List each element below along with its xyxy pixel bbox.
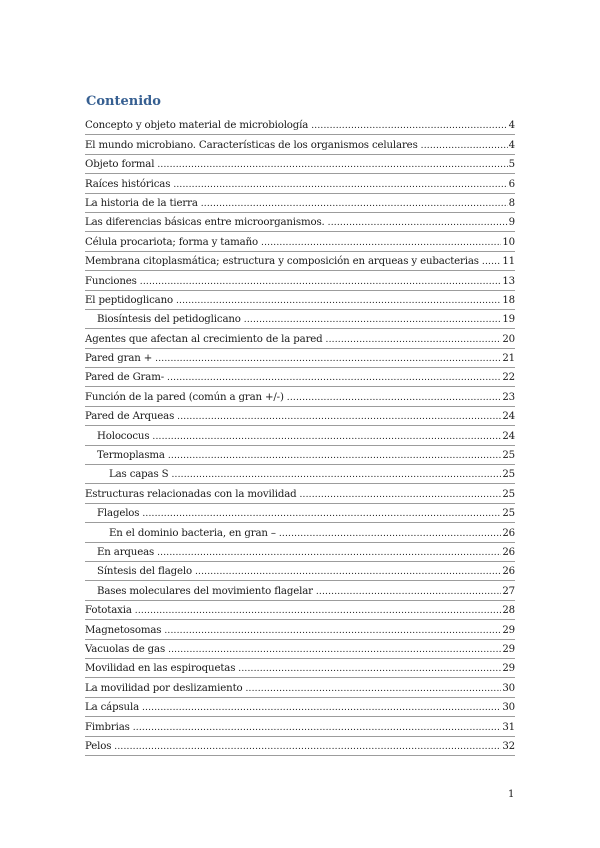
- toc-entry[interactable]: [85, 291, 515, 310]
- toc-entry[interactable]: [85, 232, 515, 251]
- toc-entry-page: 21: [502, 353, 515, 365]
- toc-entry[interactable]: [85, 698, 515, 717]
- toc-entry-title: Funciones: [85, 275, 137, 287]
- toc-entry-page: 6: [508, 178, 515, 190]
- toc-dot-leader: [421, 140, 508, 152]
- toc-dot-leader: [287, 392, 502, 404]
- toc-dot-leader: [326, 334, 502, 346]
- toc-entry[interactable]: [85, 135, 515, 154]
- toc-entry-title: Estructuras relacionadas con la movilidad: [85, 488, 297, 500]
- toc-entry-page: 4: [508, 139, 515, 151]
- toc-entry[interactable]: [85, 484, 515, 503]
- toc-dot-leader: [299, 489, 501, 501]
- toc-entry-page: 10: [502, 236, 515, 248]
- toc-entry-title: Las diferencias básicas entre microorganismos.: [85, 217, 325, 229]
- toc-entry-title: En arqueas: [97, 546, 155, 558]
- toc-entry[interactable]: [85, 601, 515, 620]
- toc-dot-leader: [167, 372, 501, 384]
- table-of-contents: [85, 116, 515, 756]
- toc-dot-leader: [246, 683, 502, 695]
- toc-entry[interactable]: [85, 194, 515, 213]
- toc-entry-page: 26: [502, 546, 515, 558]
- toc-entry-title: Concepto y objeto material de microbiología: [85, 120, 309, 132]
- toc-dot-leader: [261, 237, 501, 249]
- toc-dot-leader: [157, 159, 507, 171]
- toc-dot-leader: [152, 431, 501, 443]
- toc-entry-page: 30: [502, 702, 515, 714]
- toc-entry-page: 25: [502, 488, 515, 500]
- toc-entry[interactable]: [85, 640, 515, 659]
- toc-entry-title: Movilidad en las espiroquetas: [85, 663, 236, 675]
- toc-entry-page: 25: [502, 508, 515, 520]
- toc-entry-title: Fimbrias: [85, 721, 130, 733]
- toc-dot-leader: [142, 702, 501, 714]
- toc-entry-page: 32: [502, 740, 515, 752]
- toc-entry[interactable]: [85, 349, 515, 368]
- toc-entry[interactable]: [85, 387, 515, 406]
- toc-dot-leader: [173, 179, 507, 191]
- toc-entry-title: Objeto formal: [85, 159, 155, 171]
- toc-entry[interactable]: [85, 407, 515, 426]
- toc-entry-page: 8: [508, 197, 515, 209]
- toc-entry-page: 24: [502, 430, 515, 442]
- toc-dot-leader: [140, 276, 502, 288]
- toc-entry[interactable]: [85, 717, 515, 736]
- toc-entry[interactable]: [85, 737, 515, 756]
- toc-entry-title: En el dominio bacteria, en gran –: [109, 527, 276, 539]
- toc-entry[interactable]: [85, 252, 515, 271]
- toc-entry-title: El mundo microbiano. Características de los organismos celulares: [85, 139, 418, 151]
- toc-entry-page: 28: [502, 605, 515, 617]
- toc-entry-page: 26: [502, 566, 515, 578]
- toc-dot-leader: [279, 528, 501, 540]
- toc-entry-page: 29: [502, 643, 515, 655]
- toc-entry-title: Pared de Gram-: [85, 372, 165, 384]
- toc-entry[interactable]: [85, 155, 515, 174]
- toc-dot-leader: [114, 741, 501, 753]
- toc-entry-title: Membrana citoplasmática; estructura y composición en arqueas y eubacterias: [85, 256, 479, 268]
- toc-entry-page: 9: [508, 217, 515, 229]
- toc-entry[interactable]: [85, 446, 515, 465]
- toc-dot-leader: [201, 198, 508, 210]
- toc-entry[interactable]: [85, 174, 515, 193]
- toc-entry-title: Bases moleculares del movimiento flagelar: [97, 585, 313, 597]
- toc-dot-leader: [195, 566, 501, 578]
- toc-dot-leader: [168, 644, 501, 656]
- toc-dot-leader: [244, 314, 502, 326]
- toc-entry-page: 25: [502, 450, 515, 462]
- toc-dot-leader: [176, 295, 501, 307]
- toc-entry[interactable]: [85, 562, 515, 581]
- toc-entry-page: 22: [502, 372, 515, 384]
- toc-entry-title: El peptidoglicano: [85, 294, 173, 306]
- toc-entry-title: Célula procariota; forma y tamaño: [85, 236, 259, 248]
- toc-entry-title: Vacuolas de gas: [85, 643, 166, 655]
- toc-entry-page: 13: [502, 275, 515, 287]
- toc-entry-title: Termoplasma: [97, 450, 165, 462]
- toc-entry-page: 18: [502, 294, 515, 306]
- toc-dot-leader: [135, 605, 502, 617]
- toc-entry-title: Las capas S: [109, 469, 169, 481]
- toc-entry-page: 27: [502, 585, 515, 597]
- toc-dot-leader: [171, 469, 501, 481]
- toc-entry[interactable]: [85, 368, 515, 387]
- toc-entry[interactable]: [85, 543, 515, 562]
- toc-entry-title: Pelos: [85, 740, 112, 752]
- toc-dot-leader: [133, 722, 502, 734]
- toc-entry-title: La historia de la tierra: [85, 197, 198, 209]
- toc-entry-page: 31: [502, 721, 515, 733]
- toc-entry[interactable]: [85, 678, 515, 697]
- toc-entry-title: Función de la pared (común a gran +/-): [85, 391, 284, 403]
- toc-entry-page: 19: [502, 314, 515, 326]
- toc-entry-title: Síntesis del flagelo: [97, 566, 192, 578]
- toc-entry-page: 29: [502, 624, 515, 636]
- toc-entry-page: 5: [508, 159, 515, 171]
- page-number: 1: [508, 789, 515, 800]
- toc-dot-leader: [482, 256, 501, 268]
- toc-entry[interactable]: [85, 581, 515, 600]
- toc-entry[interactable]: [85, 523, 515, 542]
- toc-dot-leader: [177, 411, 501, 423]
- toc-entry-page: 4: [508, 120, 515, 132]
- toc-entry[interactable]: [85, 659, 515, 678]
- toc-entry-page: 29: [502, 663, 515, 675]
- toc-dot-leader: [142, 508, 501, 520]
- toc-entry-page: 23: [502, 391, 515, 403]
- toc-entry-title: Holococus: [97, 430, 150, 442]
- toc-entry-page: 20: [502, 333, 515, 345]
- toc-entry-title: Agentes que afectan al crecimiento de la pared: [85, 333, 323, 345]
- toc-dot-leader: [328, 217, 508, 229]
- toc-entry[interactable]: [85, 465, 515, 484]
- toc-dot-leader: [157, 547, 501, 559]
- toc-entry-title: Raíces históricas: [85, 178, 171, 190]
- toc-dot-leader: [155, 353, 501, 365]
- toc-entry[interactable]: [85, 620, 515, 639]
- toc-entry-title: Pared gran +: [85, 353, 153, 365]
- toc-entry[interactable]: [85, 116, 515, 135]
- toc-entry[interactable]: [85, 426, 515, 445]
- toc-dot-leader: [316, 586, 501, 598]
- toc-dot-leader: [168, 450, 501, 462]
- toc-heading: Contenido: [86, 94, 161, 109]
- toc-dot-leader: [311, 120, 507, 132]
- toc-entry[interactable]: [85, 504, 515, 523]
- toc-entry-page: 25: [502, 469, 515, 481]
- toc-entry-title: Fototaxia: [85, 605, 132, 617]
- toc-dot-leader: [238, 663, 501, 675]
- toc-entry-title: La cápsula: [85, 702, 139, 714]
- toc-entry-title: La movilidad por deslizamiento: [85, 682, 243, 694]
- toc-entry-title: Magnetosomas: [85, 624, 162, 636]
- toc-entry[interactable]: [85, 329, 515, 348]
- toc-entry[interactable]: [85, 271, 515, 290]
- toc-entry-page: 26: [502, 527, 515, 539]
- toc-entry-title: Flagelos: [97, 508, 140, 520]
- toc-entry[interactable]: [85, 213, 515, 232]
- toc-entry-title: Pared de Arqueas: [85, 411, 175, 423]
- toc-dot-leader: [164, 625, 501, 637]
- toc-entry-page: 24: [502, 411, 515, 423]
- toc-entry-title: Biosíntesis del petidoglicano: [97, 314, 241, 326]
- toc-entry-page: 30: [502, 682, 515, 694]
- toc-entry-page: 11: [502, 256, 515, 268]
- toc-entry[interactable]: [85, 310, 515, 329]
